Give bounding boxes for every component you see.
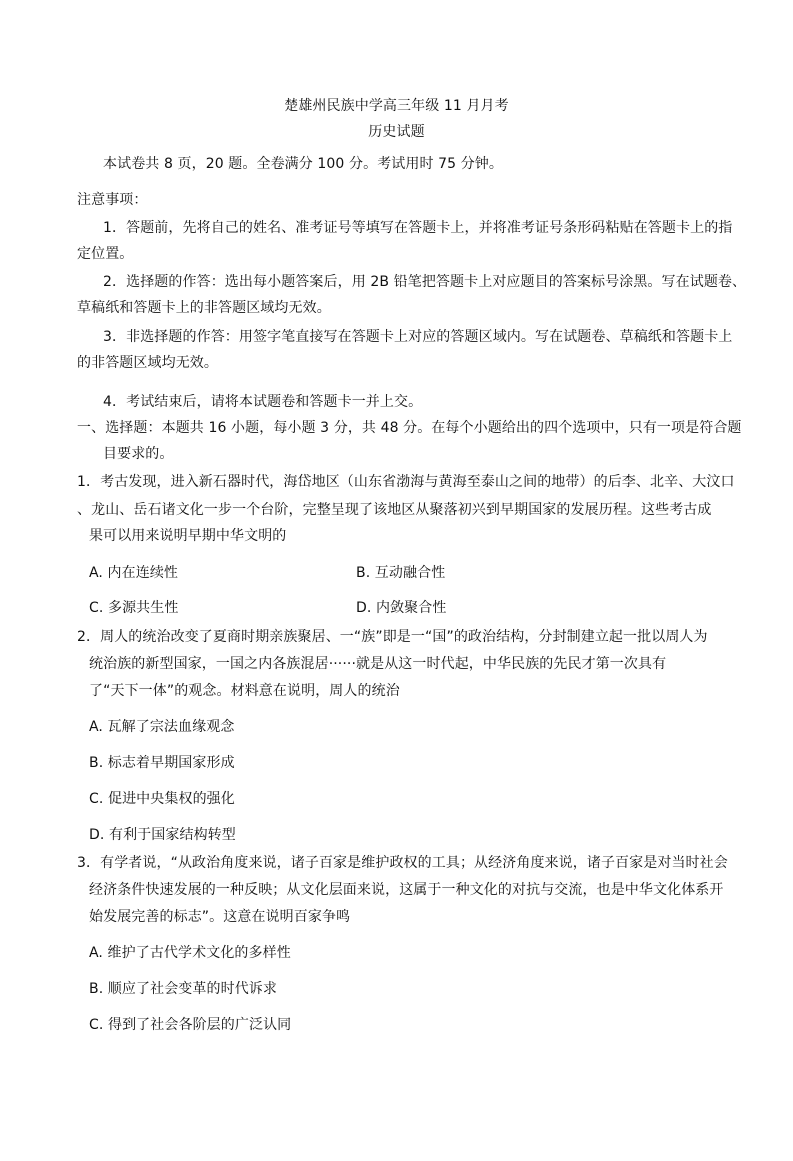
q2-option-c: C. 促进中央集权的强化 xyxy=(89,791,235,807)
q1-option-a: A. 内在连续性 xyxy=(89,565,179,581)
q2-option-d: D. 有利于国家结构转型 xyxy=(89,827,236,843)
note-2-line-1: 2．选择题的作答：选出每小题答案后，用 2B 铅笔把答题卡上对应题目的答案标号涂黑。写在试题卷、 xyxy=(103,274,747,290)
q3-stem-line-2: 经济条件快速发展的一种反映；从文化层面来说，这属于一种文化的对抗与交流，也是中华文化体系开 xyxy=(89,882,724,898)
note-1-line-2: 定位置。 xyxy=(77,246,134,262)
q2-stem-line-2: 统治族的新型国家，一国之内各族混居······就是从这一时代起，中华民族的先民才第一次具有 xyxy=(89,656,667,672)
q1-option-d: D. 内敛聚合性 xyxy=(356,600,447,616)
q1-option-b: B. 互动融合性 xyxy=(356,565,446,581)
q2-stem-line-3: 了“天下一体”的观念。材料意在说明，周人的统治 xyxy=(89,683,400,699)
exam-intro: 本试卷共 8 页，20 题。全卷满分 100 分。考试用时 75 分钟。 xyxy=(103,156,504,172)
notes-heading: 注意事项： xyxy=(77,192,148,208)
q1-option-c: C. 多源共生性 xyxy=(89,600,179,616)
q1-stem-line-1: 1．考古发现，进入新石器时代，海岱地区（山东省渤海与黄海至泰山之间的地带）的后李、北辛、大汶口 xyxy=(77,474,735,490)
q2-option-b: B. 标志着早期国家形成 xyxy=(89,755,235,771)
q1-stem-line-3: 果可以用来说明早期中华文明的 xyxy=(89,528,287,544)
q2-stem-line-1: 2．周人的统治改变了夏商时期亲族聚居、一“族”即是一“国”的政治结构，分封制建立起一批以周人为 xyxy=(77,629,708,645)
q3-stem-line-3: 始发展完善的标志”。这意在说明百家争鸣 xyxy=(89,909,351,925)
note-4-line-1: 4．考试结束后，请将本试题卷和答题卡一并上交。 xyxy=(103,394,423,410)
note-2-line-2: 草稿纸和答题卡上的非答题区域均无效。 xyxy=(77,300,331,316)
note-3-line-2: 的非答题区域均无效。 xyxy=(77,355,218,371)
q2-option-a: A. 瓦解了宗法血缘观念 xyxy=(89,719,235,735)
exam-subtitle: 历史试题 xyxy=(368,124,425,140)
q3-option-a: A. 维护了古代学术文化的多样性 xyxy=(89,945,291,961)
q3-option-b: B. 顺应了社会变革的时代诉求 xyxy=(89,981,278,997)
exam-title: 楚雄州民族中学高三年级 11 月月考 xyxy=(284,98,509,114)
note-1-line-1: 1．答题前，先将自己的姓名、准考证号等填写在答题卡上，并将准考证号条形码粘贴在答题卡上的指 xyxy=(103,220,733,236)
section-heading-line-1: 一、选择题：本题共 16 小题，每小题 3 分，共 48 分。在每个小题给出的四个选项中，只有一项是符合题 xyxy=(77,420,742,436)
section-heading-line-2: 目要求的。 xyxy=(103,446,174,462)
q1-stem-line-2: 、龙山、岳石诸文化一步一个台阶，完整呈现了该地区从聚落初兴到早期国家的发展历程。这些考古成 xyxy=(77,502,712,518)
q3-stem-line-1: 3．有学者说，“从政治角度来说，诸子百家是维护政权的工具；从经济角度来说，诸子百家是对当时社会 xyxy=(77,855,728,871)
q3-option-c: C. 得到了社会各阶层的广泛认同 xyxy=(89,1017,292,1033)
note-3-line-1: 3．非选择题的作答：用签字笔直接写在答题卡上对应的答题区域内。写在试题卷、草稿纸和答题卡上 xyxy=(103,329,733,345)
